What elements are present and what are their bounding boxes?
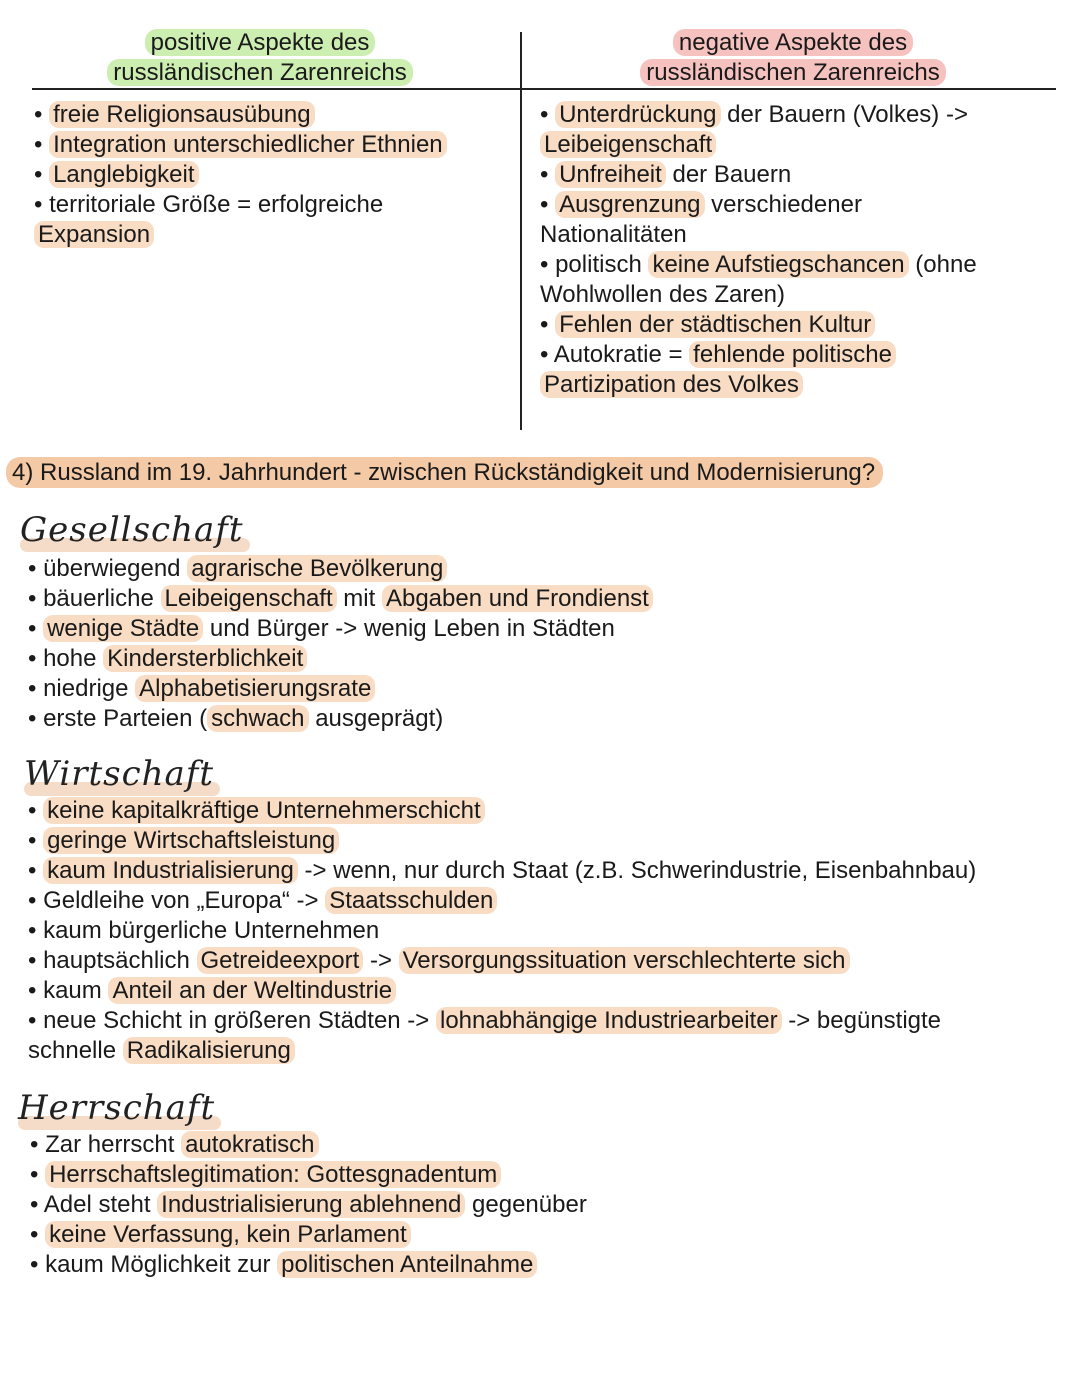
- list-item: • hohe Kindersterblichkeit: [28, 644, 653, 674]
- wirtschaft-heading: Wirtschaft: [24, 754, 214, 794]
- list-item: • kaum Möglichkeit zur politischen Anteilnahme: [30, 1250, 587, 1280]
- negative-aspects-list: [540, 100, 1050, 400]
- list-item: • freie Religionsausübung: [34, 100, 504, 130]
- list-item: • Herrschaftslegitimation: Gottesgnadentum: [30, 1160, 587, 1190]
- header-line: russländischen Zarenreichs: [640, 59, 945, 86]
- list-item: • geringe Wirtschaftsleistung: [28, 826, 1068, 856]
- list-item: • kaum Industrialisierung -> wenn, nur durch Staat (z.B. Schwerindustrie, Eisenbahnbau): [28, 856, 1068, 886]
- positive-aspects-list: [34, 100, 504, 250]
- positive-aspects-header: [40, 28, 480, 88]
- list-item: • Unterdrückung der Bauern (Volkes) -> Leibeigenschaft: [540, 100, 1050, 160]
- wirtschaft-list: [28, 796, 1068, 1066]
- header-line: negative Aspekte des: [673, 29, 913, 56]
- header-line: positive Aspekte des: [145, 29, 376, 56]
- list-item: • keine kapitalkräftige Unternehmerschicht: [28, 796, 1068, 826]
- gesellschaft-list: [28, 554, 653, 734]
- list-item: • Ausgrenzung verschiedener Nationalitäten: [540, 190, 1050, 250]
- herrschaft-heading: Herrschaft: [18, 1088, 215, 1128]
- herrschaft-list: [30, 1130, 587, 1280]
- list-item: • keine Verfassung, kein Parlament: [30, 1220, 587, 1250]
- list-item: • Geldleihe von „Europa“ -> Staatsschulden: [28, 886, 1068, 916]
- list-item: • Unfreiheit der Bauern: [540, 160, 1050, 190]
- table-vertical-divider: [520, 32, 522, 430]
- gesellschaft-heading: Gesellschaft: [20, 510, 244, 550]
- list-item: • erste Parteien ( schwach ausgeprägt): [28, 704, 653, 734]
- list-item: • Integration unterschiedlicher Ethnien: [34, 130, 504, 160]
- list-item: • hauptsächlich Getreideexport -> Versorgungssituation verschlechterte sich: [28, 946, 1068, 976]
- list-item: • niedrige Alphabetisierungsrate: [28, 674, 653, 704]
- list-item: • Adel steht Industrialisierung ablehnend gegenüber: [30, 1190, 587, 1220]
- table-horizontal-divider: [32, 88, 1056, 90]
- header-line: russländischen Zarenreichs: [107, 59, 412, 86]
- list-item: • politisch keine Aufstiegschancen (ohne Wohlwollen des Zaren): [540, 250, 1050, 310]
- list-item: • kaum bürgerliche Unternehmen: [28, 916, 1068, 946]
- list-item: • Zar herrscht autokratisch: [30, 1130, 587, 1160]
- list-item: • territoriale Größe = erfolgreiche Expansion: [34, 190, 504, 250]
- list-item: • Langlebigkeit: [34, 160, 504, 190]
- section-heading: 4) Russland im 19. Jahrhundert - zwischen Rückständigkeit und Modernisierung?: [6, 457, 883, 489]
- list-item: • wenige Städte und Bürger -> wenig Leben in Städten: [28, 614, 653, 644]
- negative-aspects-header: [528, 28, 1058, 88]
- list-item: • Fehlen der städtischen Kultur: [540, 310, 1050, 340]
- list-item: • neue Schicht in größeren Städten -> lohnabhängige Industriearbeiter -> begünstigte schnelle Radikalisierung: [28, 1006, 1068, 1066]
- list-item: • bäuerliche Leibeigenschaft mit Abgaben und Frondienst: [28, 584, 653, 614]
- list-item: • Autokratie = fehlende politische Partizipation des Volkes: [540, 340, 1050, 400]
- list-item: • überwiegend agrarische Bevölkerung: [28, 554, 653, 584]
- list-item: • kaum Anteil an der Weltindustrie: [28, 976, 1068, 1006]
